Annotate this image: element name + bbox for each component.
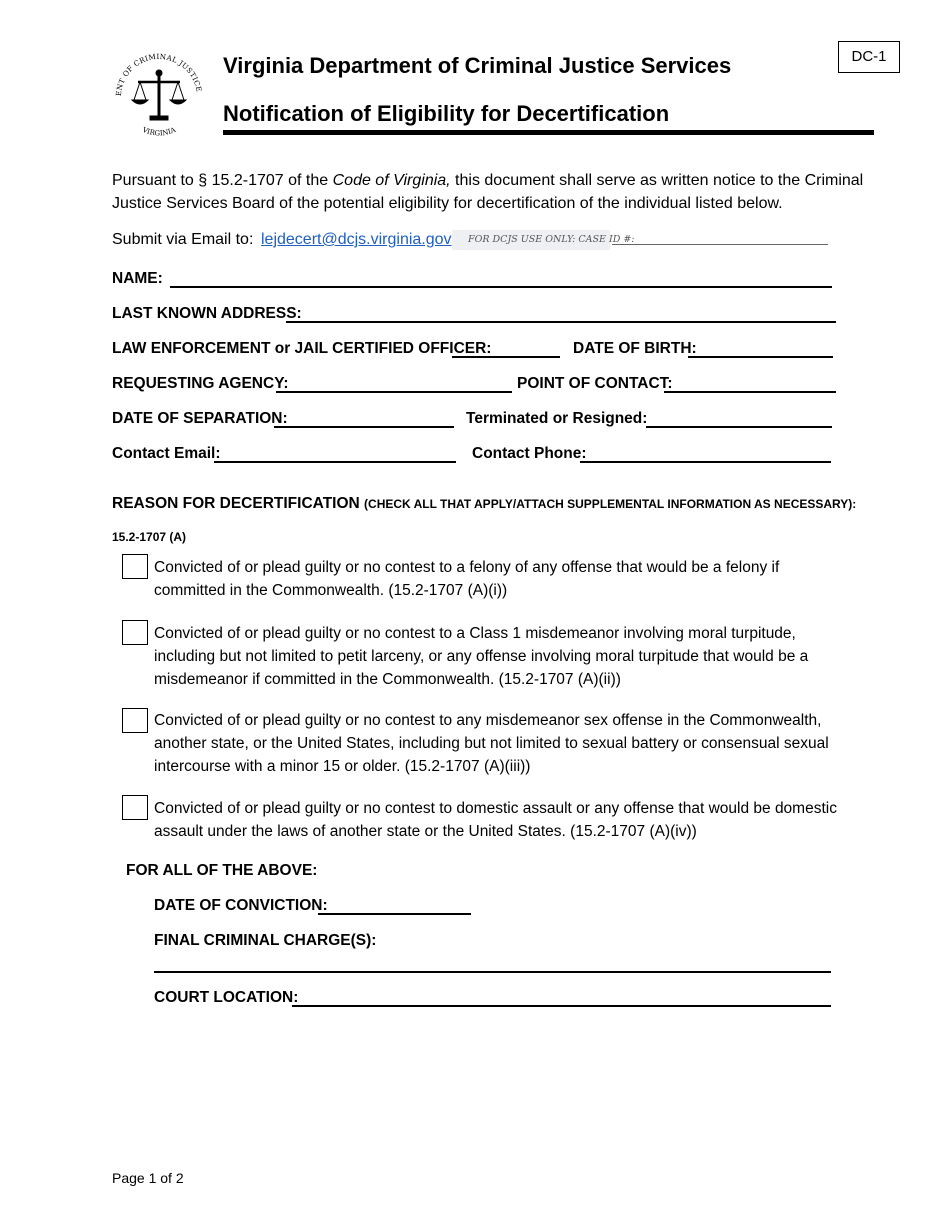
all-above-heading: FOR ALL OF THE ABOVE: [126, 862, 318, 879]
terminated-label: Terminated or Resigned: [466, 410, 648, 427]
poc-label: POINT OF CONTACT: [517, 375, 673, 392]
contact-phone-field[interactable] [580, 461, 831, 463]
case-id-field[interactable] [612, 244, 828, 245]
seal-text-bottom: VIRGINIA [141, 125, 177, 138]
conviction-date-label: DATE OF CONVICTION: [154, 897, 328, 914]
page-number: Page 1 of 2 [112, 1170, 184, 1186]
seal-text-top: ENT OF CRIMINAL JUSTICE [113, 51, 204, 97]
checkbox-felony[interactable] [122, 554, 148, 579]
court-location-field[interactable] [292, 1005, 831, 1007]
code-of-virginia: Code of Virginia, [332, 172, 451, 189]
name-field[interactable] [170, 286, 832, 288]
submit-label: Submit via Email to: [112, 231, 254, 248]
name-label: NAME: [112, 270, 163, 287]
agency-label: REQUESTING AGENCY: [112, 375, 289, 392]
separation-field[interactable] [274, 426, 454, 428]
separation-label: DATE OF SEPARATION: [112, 410, 288, 427]
contact-phone-label: Contact Phone: [472, 445, 587, 462]
reason-item-sex-offense: Convicted of or plead guilty or no contest to any misdemeanor sex offense in the Commonwealth, another state, or the United States, including but not limited to sexual battery or consensual sexual intercourse with a minor 15 or older. (15.2-1707 (A)(iii)) [154, 712, 829, 775]
officer-field[interactable] [452, 356, 560, 358]
intro-paragraph: Pursuant to § 15.2-1707 of the Code of Virginia, this document shall serve as written notice to the Criminal Justice Services Board of the potential eligibility for decertification of the individual listed below. [112, 172, 864, 212]
reason-item-misdemeanor: Convicted of or plead guilty or no contest to a Class 1 misdemeanor involving moral turpitude, including but not limited to petit larceny, or any offense involving moral turpitude that would be a misdemeanor if committed in the Commonwealth. (15.2-1707 (A)(ii)) [154, 625, 809, 688]
reason-heading: REASON FOR DECERTIFICATION (CHECK ALL THAT APPLY/ATTACH SUPPLEMENTAL INFORMATION AS NECESSARY): [112, 495, 857, 512]
scales-icon [132, 70, 186, 120]
contact-email-label: Contact Email: [112, 445, 221, 462]
poc-field[interactable] [664, 391, 836, 393]
contact-email-field[interactable] [214, 461, 456, 463]
address-label: LAST KNOWN ADDRESS: [112, 305, 302, 322]
title-rule [223, 130, 874, 135]
dcjs-seal [108, 44, 210, 146]
case-id-label: FOR DCJS USE ONLY: CASE ID #: [468, 234, 635, 245]
dob-label: DATE OF BIRTH: [573, 340, 697, 357]
criminal-charges-label: FINAL CRIMINAL CHARGE(S): [154, 932, 377, 949]
checkbox-domestic-assault[interactable] [122, 795, 148, 820]
checkbox-sex-offense[interactable] [122, 708, 148, 733]
reason-item-felony: Convicted of or plead guilty or no contest to a felony of any offense that would be a felony if committed in the Commonwealth. (15.2-1707 (A)(i)) [154, 559, 780, 599]
checkbox-misdemeanor-moral-turpitude[interactable] [122, 620, 148, 645]
officer-label: LAW ENFORCEMENT or JAIL CERTIFIED OFFICER: [112, 340, 492, 357]
criminal-charges-field[interactable] [154, 971, 831, 973]
subsection-label: 15.2-1707 (A) [112, 530, 187, 544]
address-field[interactable] [286, 321, 836, 323]
form-id-box: DC-1 [838, 41, 900, 73]
agency-field[interactable] [276, 391, 512, 393]
submit-email-link[interactable]: lejdecert@dcjs.virginia.gov [261, 231, 452, 248]
conviction-date-field[interactable] [318, 913, 471, 915]
reason-item-domestic-assault: Convicted of or plead guilty or no contest to domestic assault or any offense that would be domestic assault under the laws of another state or the United States. (15.2-1707 (A)(iv)) [154, 800, 837, 840]
court-location-label: COURT LOCATION: [154, 989, 299, 1006]
terminated-field[interactable] [646, 426, 832, 428]
form-title: Notification of Eligibility for Decertification [223, 101, 670, 126]
dob-field[interactable] [688, 356, 833, 358]
agency-name: Virginia Department of Criminal Justice Services [223, 53, 732, 78]
reason-note: (CHECK ALL THAT APPLY/ATTACH SUPPLEMENTAL INFORMATION AS NECESSARY): [364, 497, 857, 511]
